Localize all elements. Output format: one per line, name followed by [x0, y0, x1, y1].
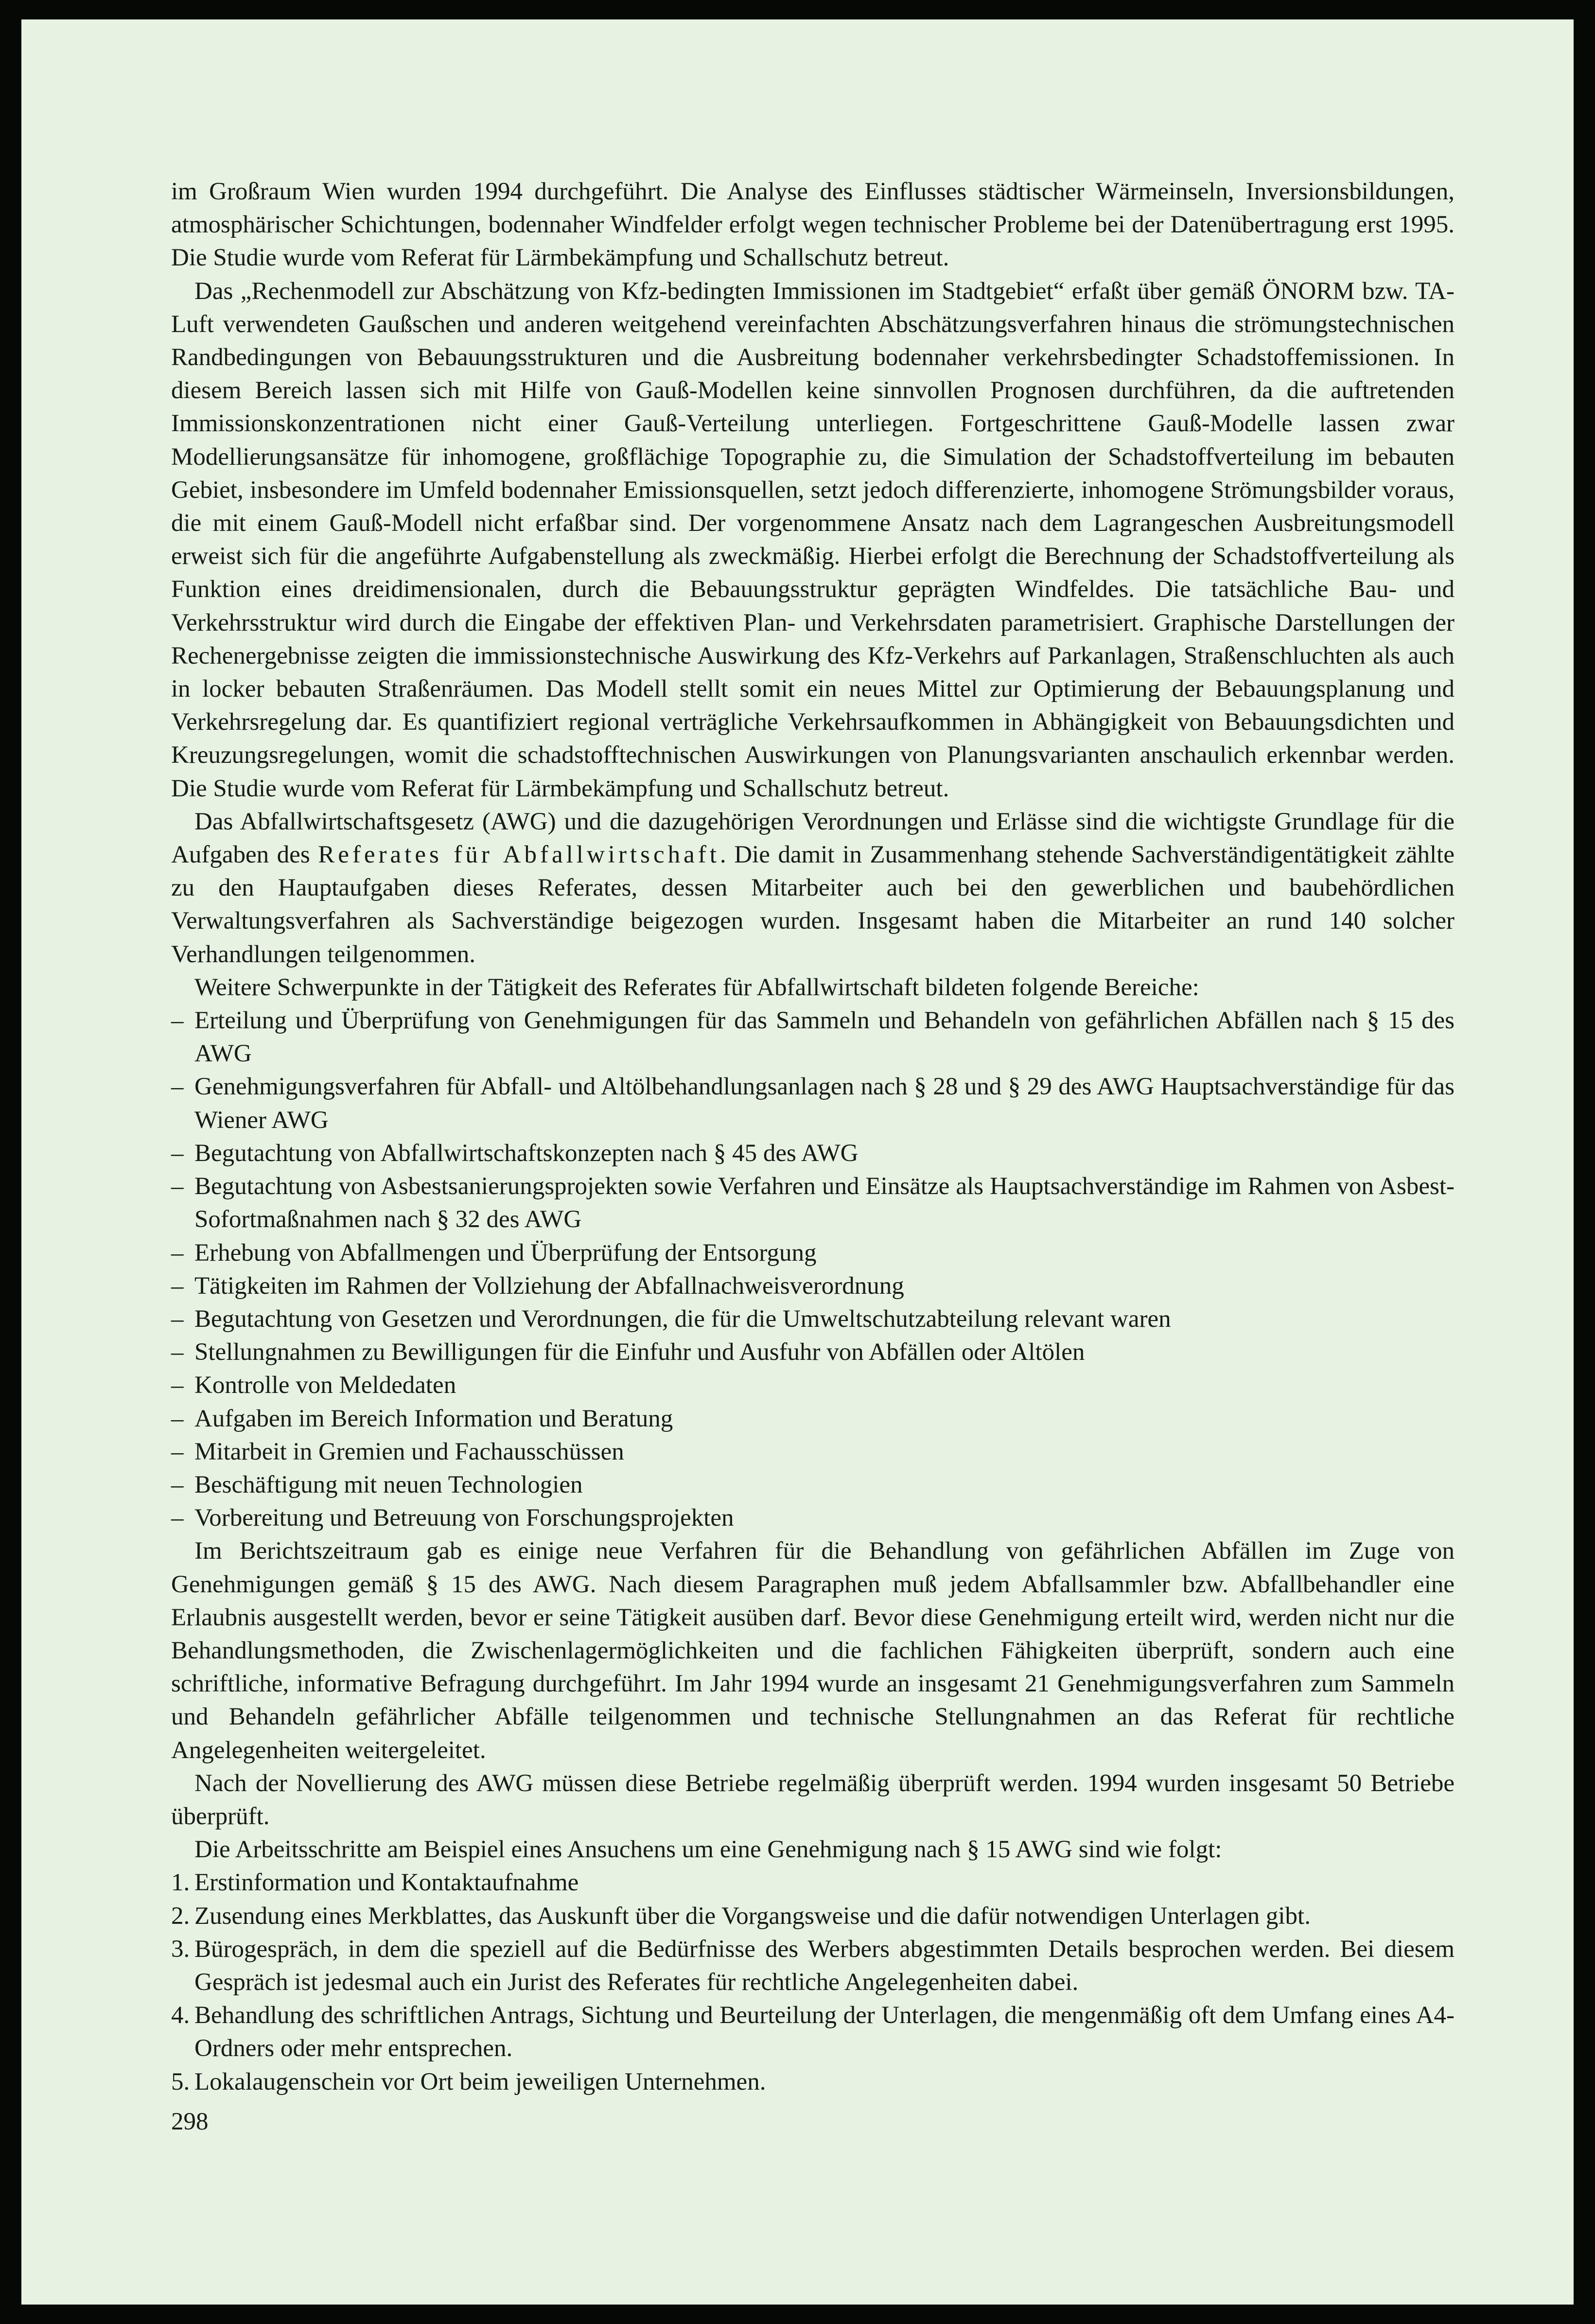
- dash-marker: –: [171, 1239, 184, 1267]
- dash-marker: –: [171, 1073, 184, 1101]
- step-number: 3.: [171, 1935, 190, 1963]
- paragraph: [171, 805, 1455, 971]
- dash-marker: –: [171, 1438, 184, 1465]
- dash-marker: –: [171, 1405, 184, 1432]
- activity-list: [171, 1004, 1455, 1534]
- dash-marker: –: [171, 1338, 184, 1366]
- list-item: – Genehmigungsverfahren für Abfall- und Altölbehandlungsanlagen nach § 28 und § 29 des AWG Hauptsachverständige für das Wiener AWG: [171, 1070, 1455, 1136]
- dash-marker: –: [171, 1504, 184, 1532]
- list-item: 5. Lokalaugenschein vor Ort beim jeweiligen Unternehmen.: [171, 2065, 1455, 2098]
- list-item: 4. Behandlung des schriftlichen Antrags, Sichtung und Beurteilung der Unterlagen, die mengenmäßig oft dem Umfang eines A4-Ordners oder mehr entsprechen.: [171, 1999, 1455, 2065]
- department-name: Referates für Abfallwirtschaft: [318, 841, 720, 869]
- step-number: 5.: [171, 2068, 190, 2095]
- steps-list: [171, 1866, 1455, 2098]
- list-item: – Tätigkeiten im Rahmen der Vollziehung der Abfallnachweisverordnung: [171, 1269, 1455, 1303]
- list-item: – Begutachtung von Asbestsanierungsprojekten sowie Verfahren und Einsätze als Hauptsachverständige im Rahmen von Asbest-Sofortmaßnahmen nach § 32 des AWG: [171, 1170, 1455, 1236]
- paragraph: Im Berichtszeitraum gab es einige neue Verfahren für die Behandlung von gefährlichen Abfällen im Zuge von Genehmigungen gemäß § 15 des AWG. Nach diesem Paragraphen muß jedem Abfallsammler bzw. Abfallbehandler eine Erlaubnis ausgestellt werden, bevor er seine Tätigkeit ausüben darf. Bevor diese Genehmigung erteilt wird, werden nicht nur die Behandlungsmethoden, die Zwischenlagermöglichkeiten und die fachlichen Fähigkeiten überprüft, sondern auch eine schriftliche, informative Befragung durchgeführt. Im Jahr 1994 wurde an insgesamt 21 Genehmigungsverfahren zum Sammeln und Behandeln gefährlicher Abfälle teilgenommen und technische Stellungnahmen an das Referat für rechtliche Angelegenheiten weitergeleitet.: [171, 1537, 1455, 1764]
- list-item: – Begutachtung von Gesetzen und Verordnungen, die für die Umweltschutzabteilung relevant waren: [171, 1303, 1455, 1336]
- document-page: [21, 19, 1574, 2305]
- dash-marker: –: [171, 1173, 184, 1200]
- paragraph: im Großraum Wien wurden 1994 durchgeführt. Die Analyse des Einflusses städtischer Wärmeinseln, Inversionsbildungen, atmosphärischer Schichtungen, bodennaher Windfelder erfolgt wegen technischer Probleme bei der Datenübertragung erst 1995. Die Studie wurde vom Referat für Lärmbekämpfung und Schallschutz betreut.: [171, 178, 1455, 272]
- list-item: – Begutachtung von Abfallwirtschaftskonzepten nach § 45 des AWG: [171, 1137, 1455, 1170]
- dash-marker: –: [171, 1305, 184, 1333]
- step-number: 1.: [171, 1869, 190, 1897]
- paragraph: Nach der Novellierung des AWG müssen diese Betriebe regelmäßig überprüft werden. 1994 wurden insgesamt 50 Betriebe überprüft.: [171, 1769, 1455, 1830]
- list-item: – Mitarbeit in Gremien und Fachausschüssen: [171, 1435, 1455, 1468]
- dash-marker: –: [171, 1007, 184, 1035]
- step-number: 2.: [171, 1902, 190, 1930]
- dash-marker: –: [171, 1139, 184, 1167]
- paragraph: Das „Rechenmodell zur Abschätzung von Kfz-bedingten Immissionen im Stadtgebiet“ erfaßt über gemäß ÖNORM bzw. TA-Luft verwendeten Gaußschen und anderen weitgehend vereinfachten Abschätzungsverfahren hinaus die strömungstechnischen Randbedingungen von Bebauungsstrukturen und die Ausbreitung bodennaher verkehrsbedingter Schadstoffemissionen. In diesem Bereich lassen sich mit Hilfe von Gauß-Modellen keine sinnvollen Prognosen durchführen, da die auftretenden Immissionskonzentrationen nicht einer Gauß-Verteilung unterliegen. Fortgeschrittene Gauß-Modelle lassen zwar Modellierungsansätze für inhomogene, großflächige Topographie zu, die Simulation der Schadstoffverteilung im bebauten Gebiet, insbesondere im Umfeld bodennaher Emissionsquellen, setzt jedoch differenzierte, inhomogene Strömungsbilder voraus, die mit einem Gauß-Modell nicht erfaßbar sind. Der vorgenommene Ansatz nach dem Lagrangeschen Ausbreitungsmodell erweist sich für die angeführte Aufgabenstellung als zweckmäßig. Hierbei erfolgt die Berechnung der Schadstoffverteilung als Funktion eines dreidimensionalen, durch die Bebauungsstruktur geprägten Windfeldes. Die tatsächliche Bau- und Verkehrsstruktur wird durch die Eingabe der effektiven Plan- und Verkehrsdaten parametrisiert. Graphische Darstellungen der Rechenergebnisse zeigten die immissionstechnische Auswirkung des Kfz-Verkehrs auf Parkanlagen, Straßenschluchten als auch in locker bebauten Straßenräumen. Das Modell stellt somit ein neues Mittel zur Optimierung der Bebauungsplanung und Verkehrsregelung dar. Es quantifiziert regional verträgliche Verkehrsaufkommen in Abhängigkeit von Bebauungsdichten und Kreuzungsregelungen, womit die schadstofftechnischen Auswirkungen von Planungsvarianten anschaulich erkennbar werden. Die Studie wurde vom Referat für Lärmbekämpfung und Schallschutz betreut.: [171, 277, 1455, 802]
- list-item: – Beschäftigung mit neuen Technologien: [171, 1468, 1455, 1501]
- dash-marker: –: [171, 1372, 184, 1399]
- paragraph: Die Arbeitsschritte am Beispiel eines Ansuchens um eine Genehmigung nach § 15 AWG sind wie folgt:: [194, 1836, 1222, 1864]
- list-item: 2. Zusendung eines Merkblattes, das Auskunft über die Vorgangsweise und die dafür notwendigen Unterlagen gibt.: [171, 1900, 1455, 1933]
- list-item: – Erhebung von Abfallmengen und Überprüfung der Entsorgung: [171, 1236, 1455, 1269]
- step-number: 4.: [171, 2002, 190, 2029]
- list-item: – Aufgaben im Bereich Information und Beratung: [171, 1402, 1455, 1435]
- list-item: – Vorbereitung und Betreuung von Forschungsprojekten: [171, 1501, 1455, 1534]
- dash-marker: –: [171, 1272, 184, 1300]
- list-item: 3. Bürogespräch, in dem die speziell auf die Bedürfnisse des Werbers abgestimmten Details besprochen werden. Bei diesem Gespräch ist jedesmal auch ein Jurist des Referates für rechtliche Angelegenheiten dabei.: [171, 1933, 1455, 1999]
- list-item: – Erteilung und Überprüfung von Genehmigungen für das Sammeln und Behandeln von gefährlichen Abfällen nach § 15 des AWG: [171, 1004, 1455, 1070]
- list-item: – Kontrolle von Meldedaten: [171, 1369, 1455, 1402]
- paragraph-text: . Die damit in Zusammenhang stehende Sachverständigentätigkeit zählte zu den Hauptaufgaben dieses Referates, dessen Mitarbeiter auch bei den gewerblichen und baubehördlichen Verwaltungsverfahren als Sachverständige beigezogen wurden. Insgesamt haben die Mitarbeiter an rund 140 solcher Verhandlungen teilgenommen.: [171, 841, 1455, 968]
- list-item: 1. Erstinformation und Kontaktaufnahme: [171, 1866, 1455, 1899]
- list-item: – Stellungnahmen zu Bewilligungen für die Einfuhr und Ausfuhr von Abfällen oder Altölen: [171, 1336, 1455, 1369]
- dash-marker: –: [171, 1471, 184, 1498]
- page-number: 298: [171, 2108, 209, 2135]
- page-body: [171, 175, 1455, 2098]
- paragraph-text: Das Abfallwirtschaftsgesetz (AWG) und die dazugehörigen Verordnungen und Erlässe sind die wichtigste Grundlage für die Aufgaben des: [171, 808, 1455, 869]
- paragraph: Weitere Schwerpunkte in der Tätigkeit des Referates für Abfallwirtschaft bildeten folgende Bereiche:: [194, 973, 1199, 1001]
